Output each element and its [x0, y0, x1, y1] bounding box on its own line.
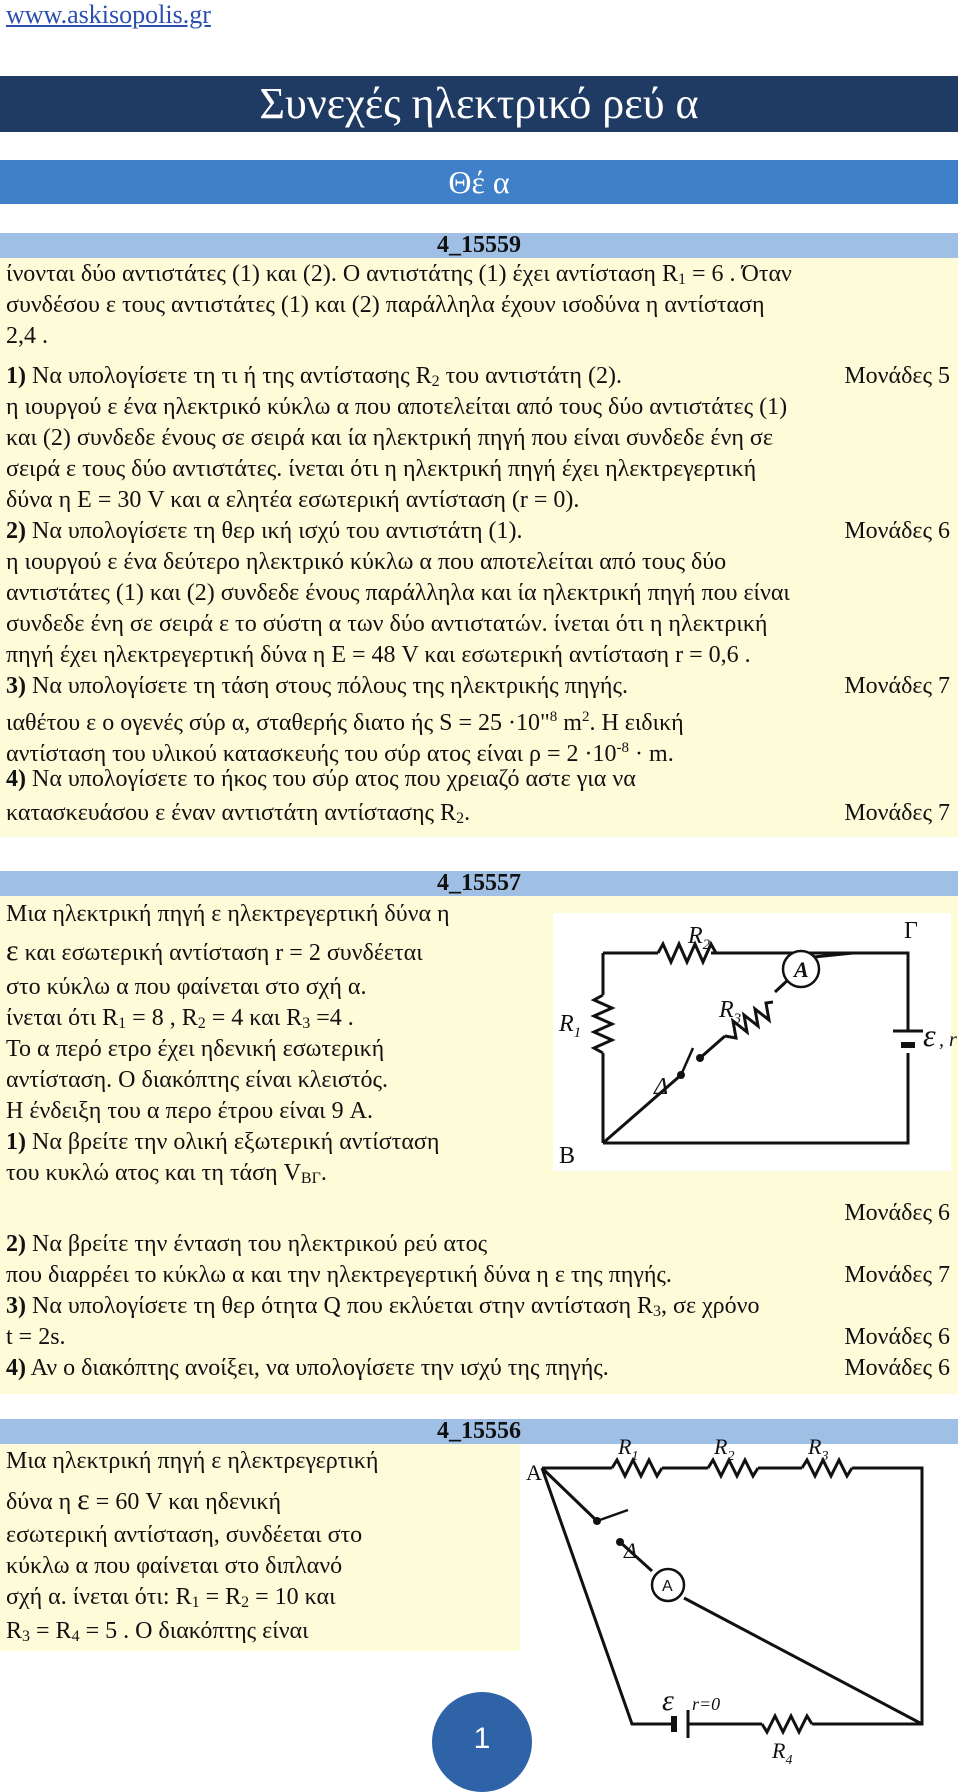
svg-text:ε: ε: [923, 1017, 936, 1053]
text-line: αντίσταση του υλικού κατασκευής του σύρ ατος είναι $\rho = 2 \cdot 10^{-8} \cdot m$.: [6, 740, 674, 767]
points-label: Μονάδες 7: [844, 800, 950, 826]
question-2: 2) Να υπολογίσετε τη θερ ική ισχύ του αντιστάτη (1).: [6, 518, 523, 544]
svg-text:A: A: [526, 1460, 542, 1485]
text-line: Η ένδειξη του α περο έτρου είναι 9 A.: [6, 1098, 373, 1124]
points-label: Μονάδες 6: [844, 1355, 950, 1381]
problem-id: 4_15559: [437, 232, 521, 258]
svg-text:R3: $R_3$: [808, 1434, 829, 1464]
svg-text:, r: , r: [939, 1029, 957, 1051]
text-line: κατασκευάσου ε έναν αντιστάτη αντίστασης R2.: [6, 800, 471, 827]
text-line: 2,4 .: [6, 323, 48, 349]
text-line: Το α περό ετρο έχει ηδενική εσωτερική: [6, 1036, 385, 1062]
text-line: ε και εσωτερική αντίσταση r = 2 συνδέεται: [6, 934, 423, 967]
resistor-r4: [762, 1716, 812, 1732]
points-label: Μονάδες 6: [844, 1324, 950, 1350]
svg-text:R2: $R_2$: [688, 923, 711, 953]
text-line: ιαθέτου ε ο ογενές σύρ α, σταθερής διατο ής S = 25 ·10"$^8$ $m^2$. Η ειδική: [6, 709, 684, 736]
text-line: πηγή έχει ηλεκτρεγερτική δύνα η Ε = 48 V και εσωτερική αντίσταση r = 0,6 .: [6, 642, 751, 668]
question-1: 1) Να υπολογίσετε τη τι ή της αντίστασης R2 του αντιστάτη (2).: [6, 363, 622, 390]
text-line: στο κύκλω α που φαίνεται στο σχή α.: [6, 974, 367, 1000]
problem-id: 4_15556: [437, 1418, 521, 1444]
text-line: ίνονται δύο αντιστάτες (1) και (2). Ο αντιστάτης (1) έχει αντίσταση R1 = 6 . Όταν: [6, 261, 792, 288]
svg-text:Γ: Γ: [904, 918, 918, 944]
svg-text:R4: $R_4$: [772, 1738, 793, 1768]
text-line: και (2) συνδεδε ένους σε σειρά και ία ηλεκτρική πηγή που είναι συνδεδε ένη σε: [6, 425, 773, 451]
svg-text:R2: $R_2$: [714, 1434, 735, 1464]
text-line: Μια ηλεκτρική πηγή ε ηλεκτρεγερτική: [6, 1448, 379, 1474]
text-line: που διαρρέει το κύκλω α και την ηλεκτρεγερτική δύνα η ε της πηγής.: [6, 1262, 672, 1288]
page-number-badge: 1: [432, 1692, 532, 1792]
text-line: Μια ηλεκτρική πηγή ε ηλεκτρεγερτική δύνα η: [6, 901, 450, 927]
svg-text:R3: $R_3$: [719, 997, 742, 1027]
circuit-diagram: [553, 913, 957, 1171]
problem-4-15559: [0, 233, 958, 837]
resistor-r1: [594, 995, 612, 1053]
text-line: η ιουργού ε ένα δεύτερο ηλεκτρικό κύκλω α που αποτελείται από τους δύο: [6, 549, 727, 575]
question-3: 3) Να υπολογίσετε τη θερ ότητα Q που εκλύεται στην αντίσταση R3, σε χρόνο: [6, 1293, 760, 1320]
text-line: δύνα η Ε = 30 V και α ελητέα εσωτερική αντίσταση (r = 0).: [6, 487, 580, 513]
text-line: εσωτερική αντίσταση, συνδέεται στο: [6, 1522, 363, 1548]
points-label: Μονάδες 7: [844, 1262, 950, 1288]
svg-text:Α: Α: [794, 957, 809, 982]
svg-text:ε: ε: [662, 1684, 674, 1717]
text-line: δύνα η ε = 60 V και ηδενική: [6, 1483, 282, 1516]
problem-id: 4_15557: [437, 870, 521, 896]
svg-text:r=0: r=0: [692, 1694, 721, 1714]
svg-text:R1: $R_1$: [559, 1011, 582, 1041]
question-4: 4) Αν ο διακόπτης ανοίξει, να υπολογίσετε την ισχύ της πηγής.: [6, 1355, 609, 1381]
points-label: Μονάδες 5: [844, 363, 950, 389]
text-line: συνδέσου ε τους αντιστάτες (1) και (2) παράλληλα έχουν ισοδύνα η αντίσταση: [6, 292, 765, 318]
text-line: ίνεται ότι R1 = 8 , R2 = 4 και R3 =4 .: [6, 1005, 354, 1032]
text-line: του κυκλώ ατος και τη τάση VΒΓ.: [6, 1160, 327, 1187]
points-label: Μονάδες 6: [844, 1200, 950, 1226]
text-line: R3 = R4 = 5 . Ο διακόπτης είναι: [6, 1618, 309, 1645]
svg-text:Δ: Δ: [654, 1074, 669, 1100]
text-line: σειρά ε τους δύο αντιστάτες. ίνεται ότι η ηλεκτρική πηγή έχει ηλεκτρεγερτική: [6, 456, 757, 482]
svg-text:Δ: Δ: [624, 1538, 637, 1563]
question-2: 2) Να βρείτε την ένταση του ηλεκτρικού ρεύ ατος: [6, 1231, 488, 1257]
svg-text:A: A: [662, 1578, 673, 1595]
text-line: αντιστάτες (1) και (2) συνδεδε ένους παράλληλα και ία ηλεκτρική πηγή που είναι: [6, 580, 790, 606]
page-title: Συνεχές ηλεκτρικό ρεύ α: [0, 76, 958, 132]
text-line: συνδεδε ένη σε σειρά ε το σύστη α των δύο αντιστατών. ίνεται ότι η ηλεκτρική: [6, 611, 768, 637]
points-label: Μονάδες 7: [844, 673, 950, 699]
text-line: σχή α. ίνεται ότι: R1 = R2 = 10 και: [6, 1584, 336, 1611]
text-line: η ιουργού ε ένα ηλεκτρικό κύκλω α που αποτελείται από τους δύο αντιστάτες (1): [6, 394, 788, 420]
problem-4-15557: [0, 871, 958, 1394]
question-1: 1) Να βρείτε την ολική εξωτερική αντίσταση: [6, 1129, 440, 1155]
svg-text:B: B: [559, 1143, 576, 1169]
circuit-diagram-2: [522, 1434, 952, 1778]
text-line: t = 2s.: [6, 1324, 66, 1350]
site-link[interactable]: www.askisopolis.gr: [6, 0, 211, 29]
points-label: Μονάδες 6: [844, 518, 950, 544]
svg-text:R1: $R_1$: [618, 1434, 639, 1464]
question-3: 3) Να υπολογίσετε τη τάση στους πόλους της ηλεκτρικής πηγής.: [6, 673, 628, 699]
text-line: αντίσταση. Ο διακόπτης είναι κλειστός.: [6, 1067, 388, 1093]
text-line: κύκλω α που φαίνεται στο διπλανό: [6, 1553, 343, 1579]
theme-heading: Θέ α: [0, 160, 958, 204]
question-4: 4) Να υπολογίσετε το ήκος του σύρ ατος που χρειαζό αστε για να: [6, 766, 636, 792]
